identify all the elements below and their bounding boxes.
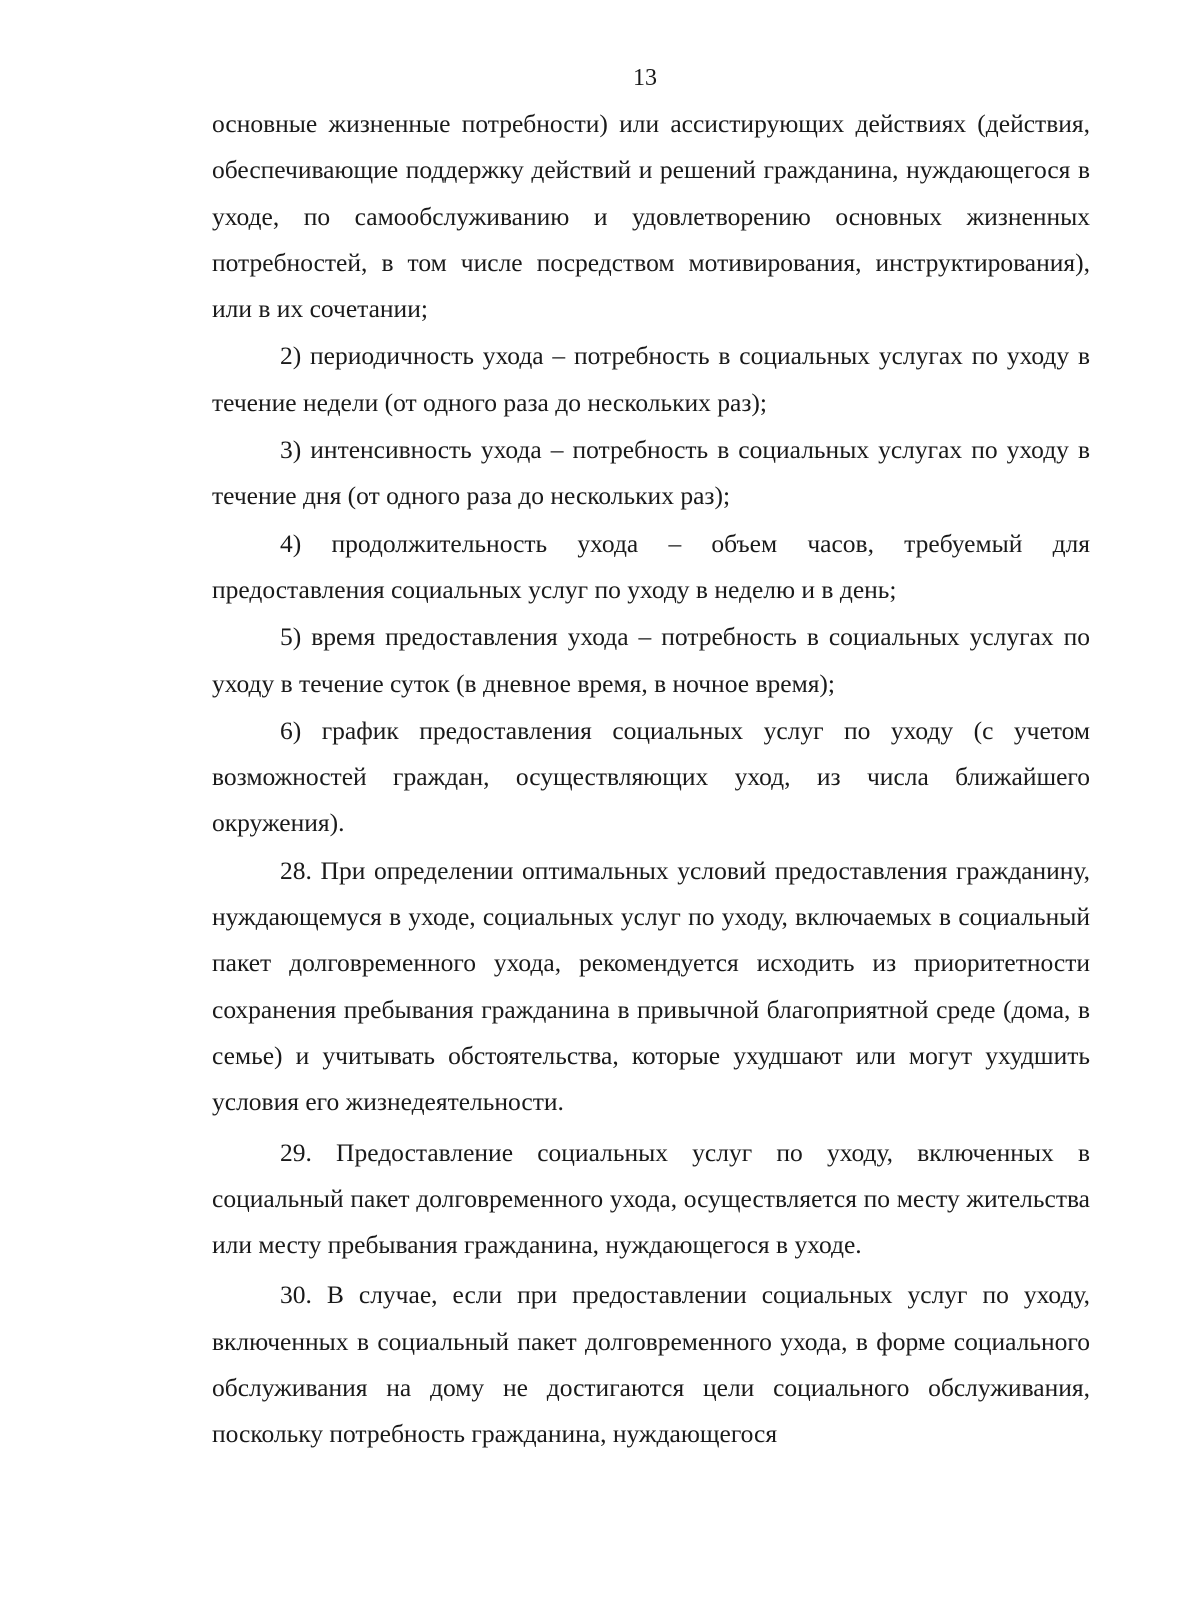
clause-29: 29. Предоставление социальных услуг по уходу, включенных в социальный пакет долговременного ухода, осуществляется по месту жительства или месту пребывания гражданина, нуждающегося в уходе. bbox=[212, 1137, 1090, 1260]
page-number: 13 bbox=[633, 65, 657, 91]
list-item-4-duration: 4) продолжительность ухода – объем часов, требуемый для предоставления социальных услуг по уходу в неделю и в день; bbox=[212, 528, 1090, 604]
list-item-5-time: 5) время предоставления ухода – потребность в социальных услугах по уходу в течение суток (в дневное время, в ночное время); bbox=[212, 622, 1090, 698]
list-item-3-intensity: 3) интенсивность ухода – потребность в социальных услугах по уходу в течение дня (от одного раза до нескольких раз); bbox=[212, 435, 1090, 511]
clause-28: 28. При определении оптимальных условий предоставления гражданину, нуждающемуся в уходе, социальных услуг по уходу, включаемых в социальный пакет долговременного ухода, рекомендуется исходить из приоритетности сохранения пребывания гражданина в привычной благоприятной среде (дома, в семье) и учитывать обстоятельства, которые ухудшают или могут ухудшить условия его жизнедеятельности. bbox=[212, 855, 1090, 1117]
clause-30: 30. В случае, если при предоставлении социальных услуг по уходу, включенных в социальный пакет долговременного ухода, в форме социального обслуживания на дому не достигаются цели социального обслуживания, поскольку потребность гражданина, нуждающегося bbox=[212, 1280, 1090, 1449]
paragraph-continuation: основные жизненные потребности) или ассистирующих действиях (действия, обеспечивающие поддержку действий и решений гражданина, нуждающегося в уходе, по самообслуживанию и удовлетворению основных жизненных потребностей, в том числе посредством мотивирования, инструктирования), или в их сочетании; bbox=[212, 109, 1090, 324]
document-body bbox=[212, 101, 1090, 1458]
list-item-6-schedule: 6) график предоставления социальных услуг по уходу (с учетом возможностей граждан, осуществляющих уход, из числа ближайшего окружения). bbox=[212, 715, 1090, 838]
list-item-2-periodicity: 2) периодичность ухода – потребность в социальных услугах по уходу в течение недели (от одного раза до нескольких раз); bbox=[212, 341, 1090, 417]
